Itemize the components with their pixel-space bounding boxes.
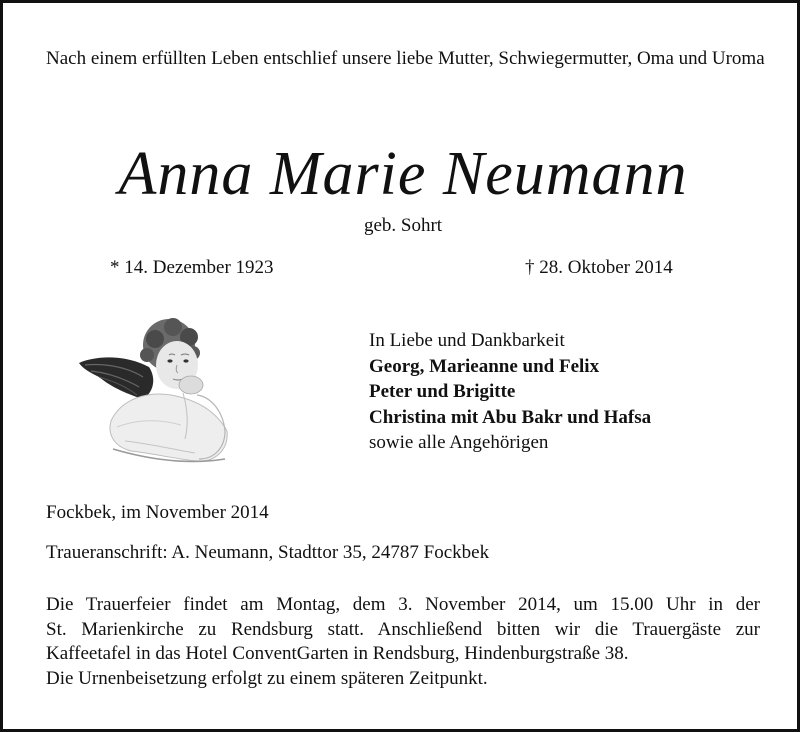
mourner-name: Georg, Marieanne und Felix (369, 355, 600, 377)
place-date: Fockbek, im November 2014 (46, 502, 269, 523)
death-date: † 28. Oktober 2014 (525, 257, 673, 278)
ceremony-line: Die Urnenbeisetzung erfolgt zu einem späteren Zeitpunkt. (46, 667, 488, 689)
intro-text: Nach einem erfüllten Leben entschlief unsere liebe Mutter, Schwiegermutter, Oma und Uroma (46, 48, 765, 69)
birth-date: * 14. Dezember 1923 (110, 257, 274, 278)
ceremony-info (46, 593, 760, 691)
mourners-block (369, 329, 651, 457)
mourners-lead: In Liebe und Dankbarkeit (369, 330, 565, 351)
mourner-name: Peter und Brigitte (369, 381, 516, 402)
ceremony-line: Kaffeetafel in das Hotel ConventGarten in Rendsburg, Hindenburgstraße 38. (46, 643, 629, 664)
ceremony-line: St. Marienkirche zu Rendsburg statt. Anschließend bitten wir die Trauergäste zur (46, 618, 760, 640)
ceremony-line: Die Trauerfeier findet am Montag, dem 3. November 2014, um 15.00 Uhr in der (46, 594, 760, 615)
angel-icon (77, 315, 237, 467)
mourner-name: Christina mit Abu Bakr und Hafsa (369, 406, 652, 428)
mourners-closing: sowie alle Angehörigen (369, 432, 549, 453)
mourning-address: Traueranschrift: A. Neumann, Stadttor 35, 24787 Fockbek (46, 542, 490, 563)
maiden-name: geb. Sohrt (363, 215, 443, 236)
deceased-name: Anna Marie Neumann (118, 140, 688, 208)
